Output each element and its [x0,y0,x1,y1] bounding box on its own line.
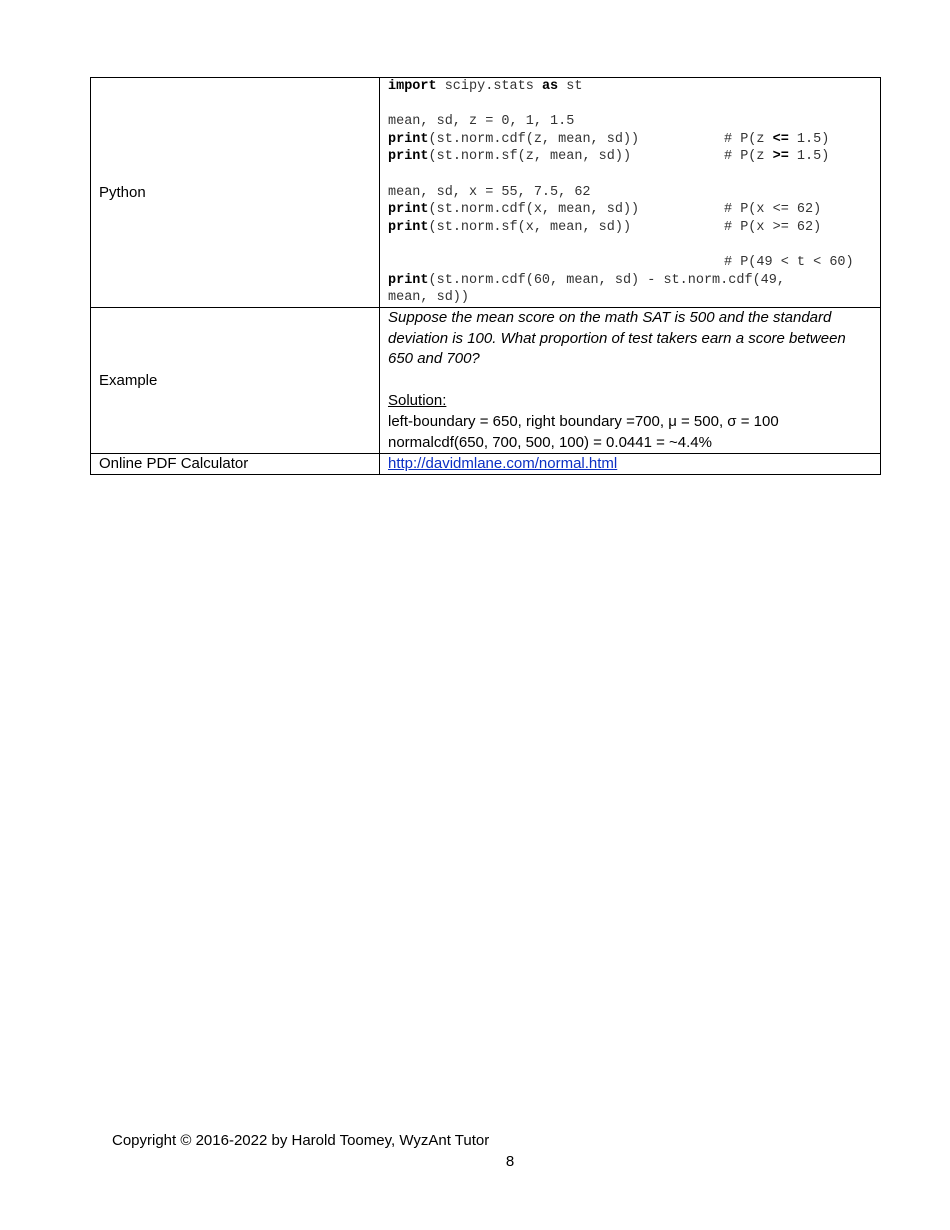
row-label-python: Python [91,78,380,308]
example-cell [380,307,881,454]
keyword-print: print [388,131,429,147]
code-blank [388,96,874,114]
code-text: st [558,79,583,94]
comment-operator: <= [772,131,789,147]
code-line-t-diff [388,272,874,290]
code-text: (st.norm.cdf(60, mean, sd) - st.norm.cdf(49, [428,272,785,288]
example-question-line: 650 and 700? [388,350,480,368]
keyword-as: as [541,79,559,94]
comment-text: 1.5) [788,149,830,165]
code-line-x-cdf [388,201,874,219]
code-line-z-assign: mean, sd, z = 0, 1, 1.5 [388,114,575,130]
code-text: (st.norm.cdf(z, mean, sd)) [428,131,640,147]
row-label-example: Example [91,307,380,454]
solution-line: left-boundary = 650, right boundary =700, μ = 500, σ = 100 [388,412,779,430]
code-line-z-sf [388,148,874,166]
example-question-line: deviation is 100. What proportion of test takers earn a score between [388,329,846,347]
page-number: 8 [505,1153,515,1170]
row-label-calculator: Online PDF Calculator [91,454,380,475]
table-row-example [91,307,881,454]
example-question-line: Suppose the mean score on the math SAT is 500 and the standard [388,308,832,326]
comment-text: 1.5) [788,131,830,147]
solution-heading: Solution: [388,391,447,409]
keyword-print: print [388,272,429,288]
code-blank [388,236,874,254]
calculator-link[interactable]: http://davidmlane.com/normal.html [388,455,618,473]
python-code-cell [380,78,881,308]
comment-text: # P(z [724,131,773,147]
comment-text: # P(z [724,149,773,165]
table-row-python [91,78,881,308]
code-text: (st.norm.sf(z, mean, sd)) [428,149,632,165]
code-text: (st.norm.cdf(x, mean, sd)) [428,202,640,218]
example-gap [388,370,874,391]
code-comment [724,131,829,149]
keyword-import: import [388,79,437,94]
comment-operator: >= [772,149,789,165]
keyword-print: print [388,149,429,165]
code-line-import [388,78,874,96]
code-comment: # P(x <= 62) [724,202,822,218]
python-code-block [388,78,874,307]
code-comment: # P(x >= 62) [724,219,822,235]
solution-line: normalcdf(650, 700, 500, 100) = 0.0441 = ~4.4% [388,433,712,451]
code-text: (st.norm.sf(x, mean, sd)) [428,219,632,235]
footer-copyright: Copyright © 2016-2022 by Harold Toomey, WyzAnt Tutor [112,1132,490,1149]
code-comment: # P(49 < t < 60) [724,254,854,270]
keyword-print: print [388,202,429,218]
code-comment [724,148,829,166]
calculator-cell [380,454,881,475]
keyword-print: print [388,219,429,235]
code-line-z-cdf [388,131,874,149]
example-block [388,308,874,454]
code-blank [388,166,874,184]
code-line-x-sf [388,219,874,237]
reference-table [90,77,881,475]
code-line-t-comment [388,254,874,272]
code-line-t-diff-cont: mean, sd)) [388,290,470,306]
code-line-x-assign: mean, sd, x = 55, 7.5, 62 [388,184,591,200]
table-row-calculator [91,454,881,475]
code-text: scipy.stats [436,79,542,94]
